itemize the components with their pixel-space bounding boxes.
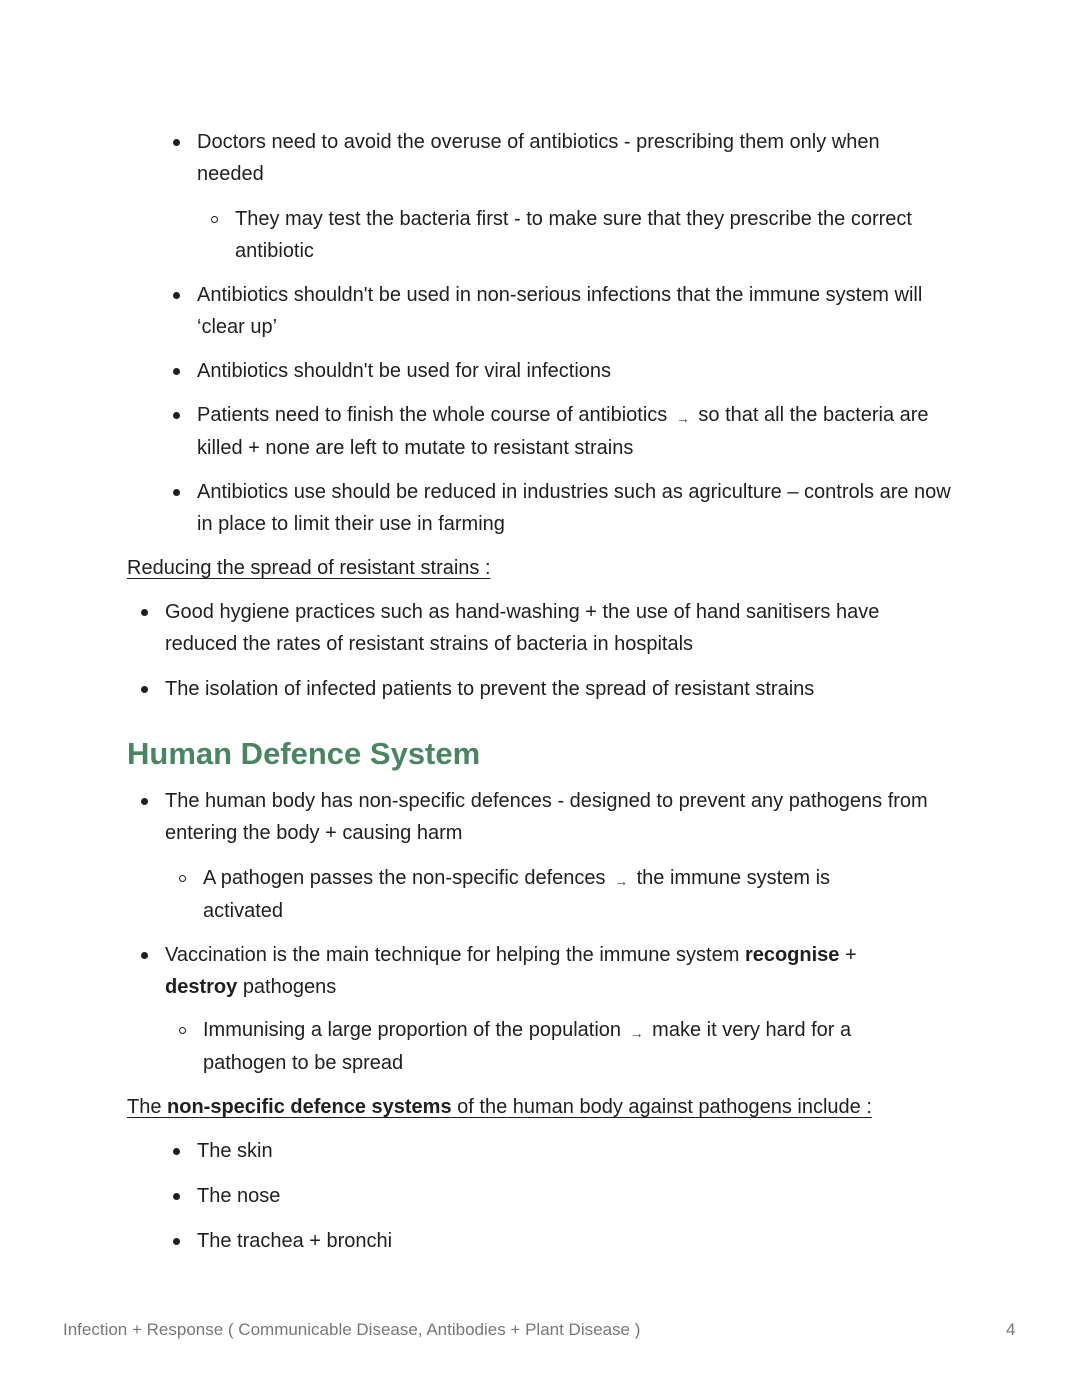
bullet-dot xyxy=(173,292,180,299)
arrow-icon: → xyxy=(675,410,690,426)
bullet-dot xyxy=(173,489,180,496)
bullet-dot xyxy=(141,609,148,616)
list-item-nose: The nose xyxy=(197,1185,281,1207)
sub-bullet-circle xyxy=(179,1027,186,1034)
bullet-dot xyxy=(173,412,180,419)
bullet-dot xyxy=(141,686,148,693)
list-item-trachea: The trachea + bronchi xyxy=(197,1230,393,1252)
bullet-dot xyxy=(173,1148,180,1155)
sub-bullet-circle xyxy=(211,216,218,223)
list-item-avoid-overuse: Doctors need to avoid the overuse of antibiotics - prescribing them only when needed xyxy=(197,131,880,185)
footer-text: Infection + Response ( Communicable Disease, Antibodies + Plant Disease ) xyxy=(63,1320,641,1339)
list-item-immunising: Immunising a large proportion of the population → make it very hard for a pathogen to be spread xyxy=(203,1019,852,1074)
bullet-dot xyxy=(141,798,148,805)
page-number: 4 xyxy=(1006,1320,1016,1339)
list-item-pathogen-passes: A pathogen passes the non-specific defences → the immune system is activated xyxy=(203,867,831,922)
arrow-icon: → xyxy=(614,873,629,889)
list-item-isolation: The isolation of infected patients to prevent the spread of resistant strains xyxy=(165,678,815,700)
reducing-spread-heading: Reducing the spread of resistant strains : xyxy=(127,557,491,579)
section-title: Human Defence System xyxy=(127,736,481,771)
bullet-dot xyxy=(173,1238,180,1245)
bullet-dot xyxy=(173,368,180,375)
non-specific-heading: The non-specific defence systems of the human body against pathogens include : xyxy=(127,1096,872,1118)
list-item-viral: Antibiotics shouldn't be used for viral infections xyxy=(197,360,612,382)
bullet-dot xyxy=(173,1193,180,1200)
list-item-vaccination: Vaccination is the main technique for helping the immune system recognise + destroy pathogens xyxy=(165,944,857,998)
list-item-test-bacteria: They may test the bacteria first - to make sure that they prescribe the correct antibiotic xyxy=(235,208,912,262)
list-item-skin: The skin xyxy=(197,1140,273,1162)
list-item-agriculture: Antibiotics use should be reduced in industries such as agriculture – controls are now in place to limit their use in farming xyxy=(197,481,951,535)
list-item-non-serious: Antibiotics shouldn't be used in non-serious infections that the immune system will ‘clear up’ xyxy=(197,284,923,338)
bullet-dot xyxy=(173,139,180,146)
list-item-hygiene: Good hygiene practices such as hand-washing + the use of hand sanitisers have reduced the rates of resistant strains of bacteria in hospitals xyxy=(165,601,880,655)
bullet-dot xyxy=(141,952,148,959)
arrow-icon: → xyxy=(629,1025,644,1041)
list-item-non-specific-defences: The human body has non-specific defences - designed to prevent any pathogens from entering the body + causing harm xyxy=(165,790,928,844)
list-item-finish-course: Patients need to finish the whole course of antibiotics → so that all the bacteria are killed + none are left to mutate to resistant strains xyxy=(197,404,929,459)
sub-bullet-circle xyxy=(179,875,186,882)
